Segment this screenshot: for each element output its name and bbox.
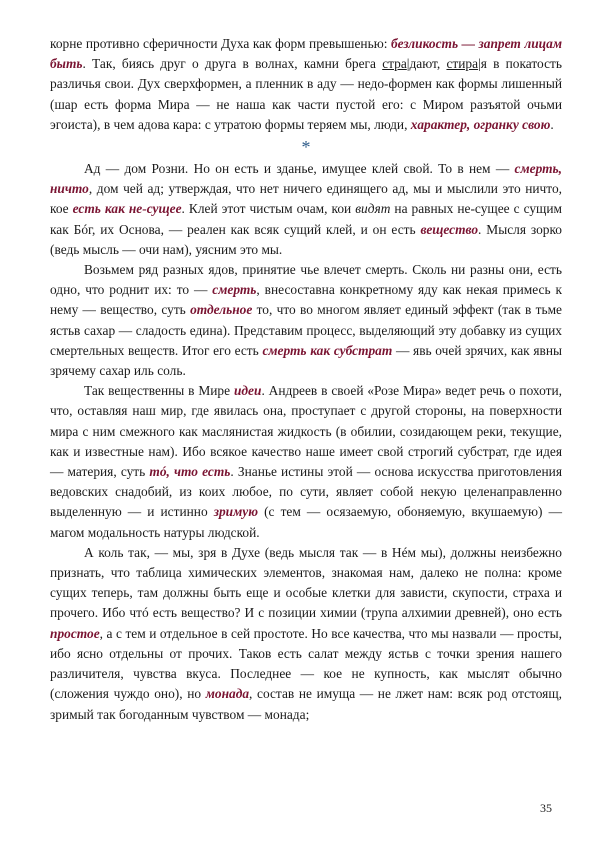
emphasis-text: безликость — запрет лицам быть — [50, 36, 562, 72]
text-run: (с тем — осязаемую, обоняемую, вкушаемую) — магом модальность натуры людской. — [50, 504, 562, 540]
emphasis-text: зримую — [213, 504, 259, 520]
emphasis-text: смерть — [212, 282, 257, 298]
text-run: на равных не-сущее с сущим как Бóг, их Основа, — реален как всяк сущий клей, и он есть — [50, 201, 562, 237]
emphasis-text: отдельное — [190, 302, 253, 318]
text-run: . Так, биясь друг о друга в волнах, камни брега — [82, 56, 383, 72]
text-run: . — [550, 116, 554, 132]
paragraph — [50, 34, 562, 135]
text-run: , а с тем и отдельное в сей простоте. Но все качества, что мы назвали — просты, ибо ясно отдельны от прочих. Таков есть салат между ястьв с точки зрения нашего различителя, чувства вкуса. Последнее — кое не купность, как мыслят обычно (сложения чуждо оно), но — [50, 625, 562, 702]
text-run: Ад — дом Розни. Но он есть и зданье, имущее клей свой. То в нем — — [84, 161, 515, 177]
text-run: . Мысля зорко (ведь мысль — очи нам), уясним это мы. — [50, 221, 562, 257]
emphasis-text: характер, огранку свою — [410, 116, 551, 132]
emphasis-text: смерть, ничто — [50, 161, 562, 197]
underlined-text: стра — [382, 56, 407, 72]
section-separator: * — [301, 137, 311, 158]
paragraph — [50, 159, 562, 260]
paragraph — [50, 381, 562, 543]
text-run: , внесоставна конкретному яду как некая примесь к нему — вещество, суть — [50, 282, 562, 318]
emphasis-text: монада — [205, 686, 250, 702]
text-run: |я в покатость различья свои. Дух сверхформен, а пленник в аду — недо-формен как формы лишенный (шар есть форма Мира — не наша как части пустой его: с Миром разъятой очьми эгоиста), в чем адова кара: с утратою формы теряем мы, люди, — [50, 56, 562, 132]
text-run: . Клей этот чистым очам, кои — [181, 201, 356, 217]
underlined-text: стира — [446, 56, 479, 72]
italic-text: видят — [355, 201, 391, 217]
text-run: . Знанье истины этой — основа искусства приготовления ведовских снадобий, из коих любое, по сути, являет собой некую целенаправленно выделенную — и истинно — [50, 464, 562, 520]
body-text — [50, 34, 562, 725]
text-run: то, что во многом являет единый эффект (так в тьме ястьв сахар — сладость едина). Представим процесс, выделяющий эту добавку из сущих смертельных веществ. Итог его есть — [50, 302, 562, 358]
paragraph — [50, 543, 562, 725]
text-run: . Андреев в своей «Розе Мира» ведет речь о похоти, что, оставляя наш мир, где явилась она, проступает с другой стороны, на поверхности мира с ним смежного как маслянистая жидкость (в обилии, созидающем реки, текущие, как и известные нам). Ибо всякое качество наше имеет свой строгий субстрат, где идея — материя, суть — [50, 383, 562, 480]
emphasis-text: тó, что есть — [149, 464, 231, 480]
text-run: корне противно сферичности Духа как форм превышенью: — [50, 36, 391, 51]
text-run: — явь очей зрячих, как явны зрячему сахар иль соль. — [50, 342, 563, 379]
text-run: Возьмем ряд разных ядов, принятие чье влечет смерть. Сколь ни разны они, есть одно, что роднит их: то — — [50, 262, 562, 298]
text-run: Так вещественны в Мире — [84, 383, 234, 399]
page-number: 35 — [540, 801, 552, 815]
text-run: , дом чей ад; утверждая, что нет ничего единящего ад, мы и мыслили это ничто, кое — [50, 181, 562, 217]
emphasis-text: простое — [50, 625, 100, 641]
emphasis-text: есть как не-сущее — [72, 201, 182, 217]
emphasis-text: смерть как субстрат — [262, 342, 393, 358]
text-run: |дают, — [406, 56, 447, 72]
text-run: А коль так, — мы, зря в Духе (ведь мысля так — в Нéм мы), должны неизбежно признать, что таблица химических элементов, знакомая нам, далеко не полна: кроме сущих теперь, там должны быть еще и особые клетки для зависти, скупости, страха и прочего. Ибо чтó есть вещество? И с позиции химии (трупа алхимии древней), оно есть — [50, 544, 562, 621]
emphasis-text: вещество — [420, 221, 479, 237]
emphasis-text: идеи — [233, 383, 262, 399]
text-run: , состав не имуща — не лжет нам: всяк род отстоящ, зримый так богоданным чувством — монада; — [50, 686, 562, 722]
paragraph — [50, 260, 562, 381]
